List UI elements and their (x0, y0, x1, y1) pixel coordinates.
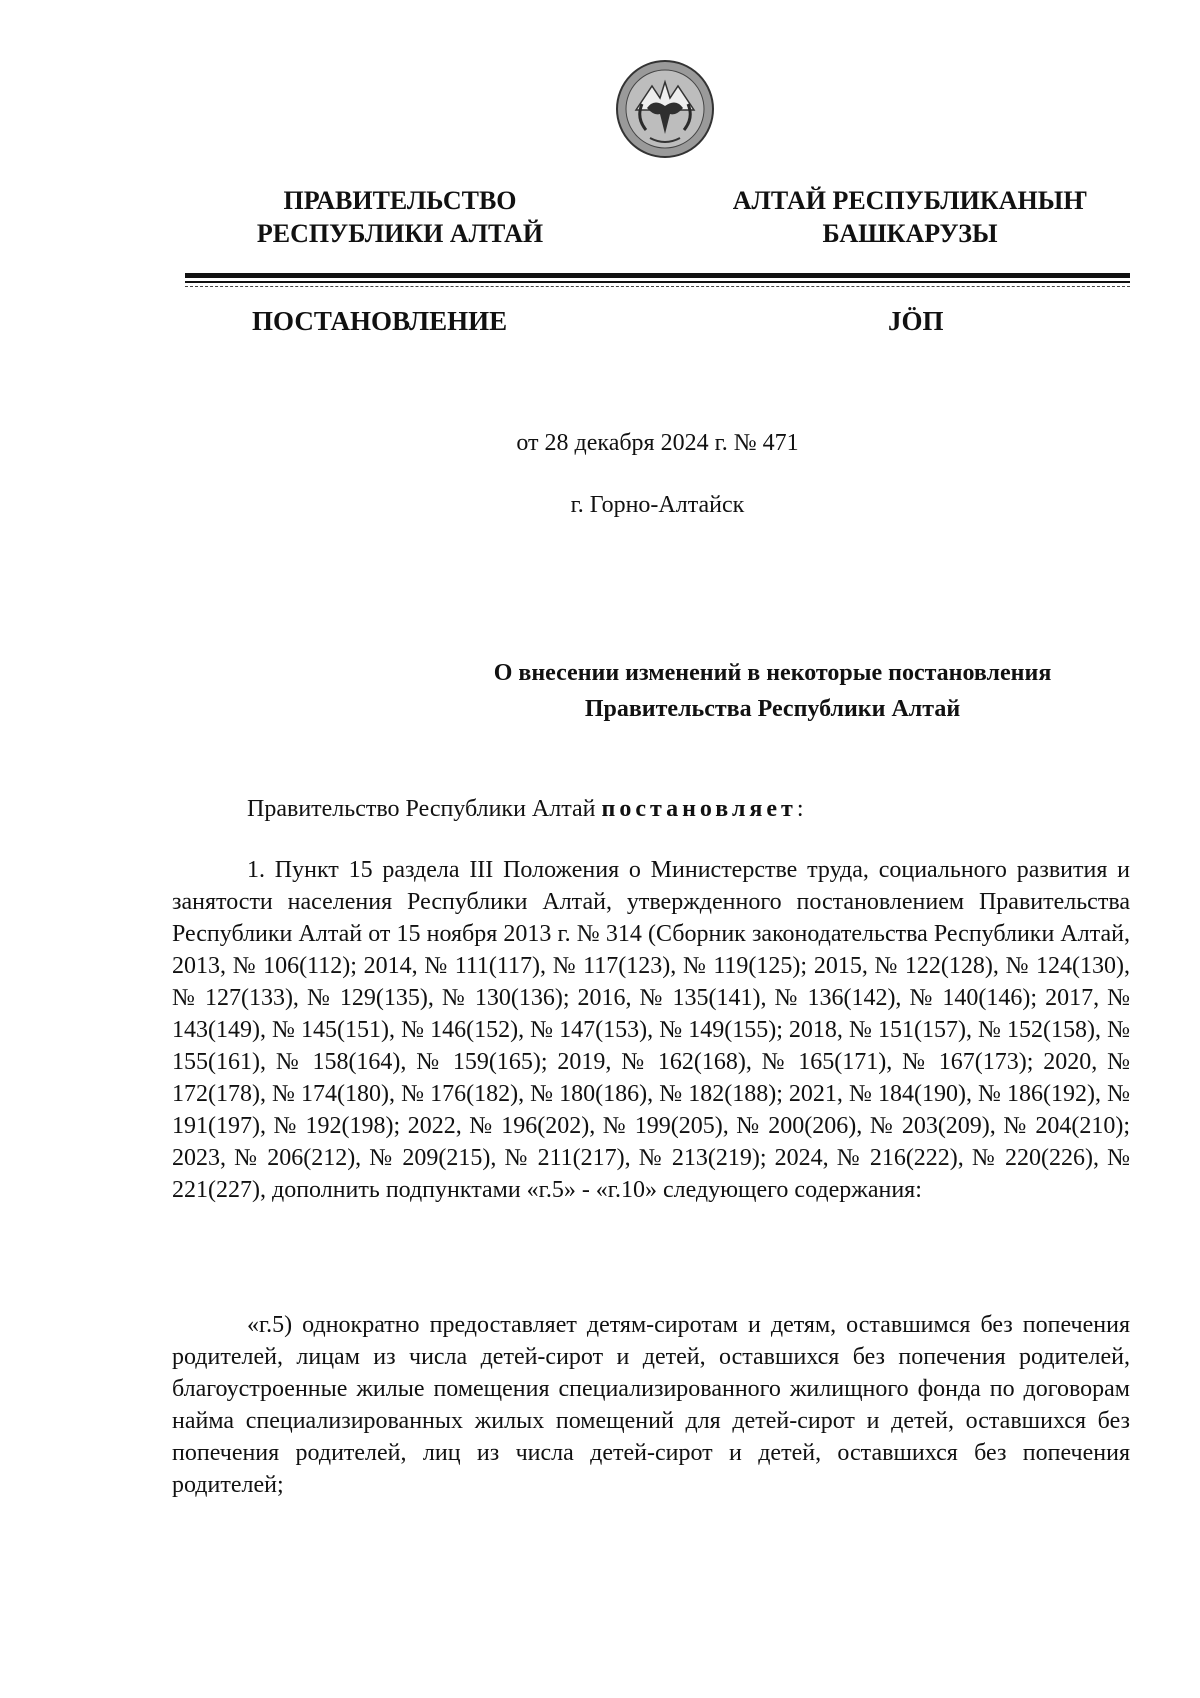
header-right-line-1: АЛТАЙ РЕСПУБЛИКАНЫҤ (732, 186, 1088, 215)
doc-type-russian: ПОСТАНОВЛЕНИЕ (252, 306, 508, 336)
header-left-line-2: РЕСПУБЛИКИ АЛТАЙ (256, 219, 544, 248)
coat-of-arms-emblem (614, 58, 716, 160)
header-rule-thick (185, 273, 1130, 278)
intro-statement (172, 793, 1130, 825)
coat-of-arms-altai-icon (614, 58, 716, 160)
document-title (185, 655, 1130, 727)
paragraph-text: 1. Пункт 15 раздела III Положения о Министерстве труда, социального развития и занятости населения Республики Алтай, утвержденного постановлением Правительства Республики Алтай от 15 ноября 2013 г. № 314 (Сборник законодательства Республики Алтай, 2013, № 106(112); 2014, № 111(117), № 117(123), № 119(125); 2015, № 122(128), № 124(130), № 127(133), № 129(135), № 130(136); 2016, № 135(141), № 136(142), № 140(146); 2017, № 143(149), № 145(151), № 146(152), № 147(153), № 149(155); 2018, № 151(157), № 152(158), № 155(161), № 158(164), № 159(165); 2019, № 162(168), № 165(171), № 167(173); 2020, № 172(178), № 174(180), № 176(182), № 180(186), № 182(188); 2021, № 184(190), № 186(192), № 191(197), № 192(198); 2022, № 196(202), № 199(205), № 200(206), № 203(209), № 204(210); 2023, № 206(212), № 209(215), № 211(217), № 213(219); 2024, № 216(222), № 220(226), № 221(227), дополнить подпунктами «г.5» - «г.10» следующего содержания: (172, 857, 1130, 1203)
government-name-russian (220, 184, 580, 250)
title-line-2: Правительства Республики Алтай (584, 696, 961, 722)
city-line: г. Горно-Алтайск (570, 492, 745, 518)
header-rule-dashed (185, 286, 1130, 287)
body-paragraph-1 (172, 854, 1130, 1206)
header-rule-thin (185, 281, 1130, 283)
header-right-line-2: БАШКАРУЗЫ (822, 219, 998, 248)
intro-suffix: : (796, 796, 804, 822)
header-left-line-1: ПРАВИТЕЛЬСТВО (283, 186, 517, 215)
title-line-1: О внесении изменений в некоторые постановления (493, 660, 1052, 686)
intro-emphasis: постановляет (601, 796, 797, 822)
date-number-line: от 28 декабря 2024 г. № 471 (516, 430, 799, 456)
paragraph-text: «г.5) однократно предоставляет детям-сиротам и детям, оставшимся без попечения родителей, лицам из числа детей-сирот и детей, оставшихся без попечения родителей, благоустроенные жилые помещения специализированного жилищного фонда по договорам найма специализированных жилых помещений для детей-сирот и детей, оставшихся без попечения родителей, лиц из числа детей-сирот и детей, оставшихся без попечения родителей; (172, 1312, 1130, 1498)
intro-text: Правительство Республики Алтай (247, 796, 602, 822)
body-paragraph-2 (172, 1309, 1130, 1501)
government-name-altai (730, 184, 1090, 250)
doc-type-altai: JӦП (888, 306, 944, 336)
